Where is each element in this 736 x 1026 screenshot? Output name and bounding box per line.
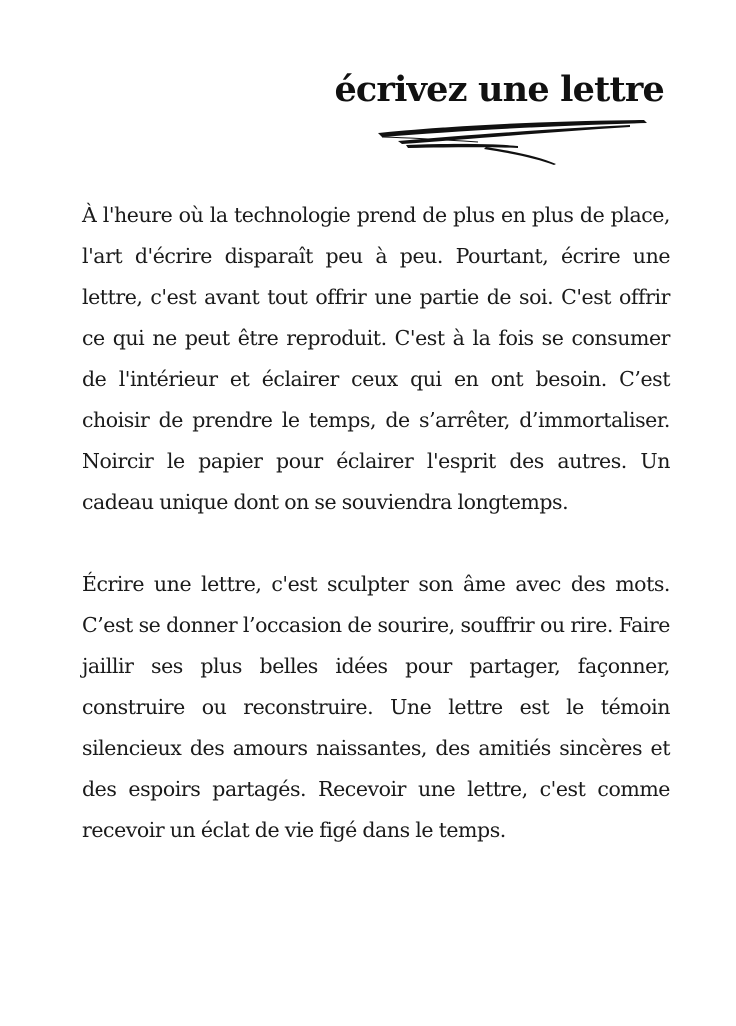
- paragraph-1: À l'heure où la technologie prend de plus en plus de place, l'art d'écrire disparaît peu à peu. Pourtant, écrire une lettre, c'est avant tout offrir une partie de soi. C'est offrir ce qui ne peut être reproduit. C'est à la fois se consumer de l'intérieur et éclairer ceux qui en ont besoin. C’est choisir de prendre le temps, de s’arrêter, d’immortaliser. Noircir le papier pour éclairer l'esprit des autres. Un cadeau unique dont on se souviendra longtemps.: [82, 203, 670, 514]
- letter-body: [82, 195, 670, 851]
- page-title: écrivez une lettre: [334, 69, 664, 110]
- brush-stroke-underline-icon: [368, 112, 652, 168]
- paragraph-2: Écrire une lettre, c'est sculpter son âme avec des mots. C’est se donner l’occasion de sourire, souffrir ou rire. Faire jaillir ses plus belles idées pour partager, façonner, construire ou reconstruire. Une lettre est le témoin silencieux des amours naissantes, des amitiés sincères et des espoirs partagés. Recevoir une lettre, c'est comme recevoir un éclat de vie figé dans le temps.: [82, 572, 670, 842]
